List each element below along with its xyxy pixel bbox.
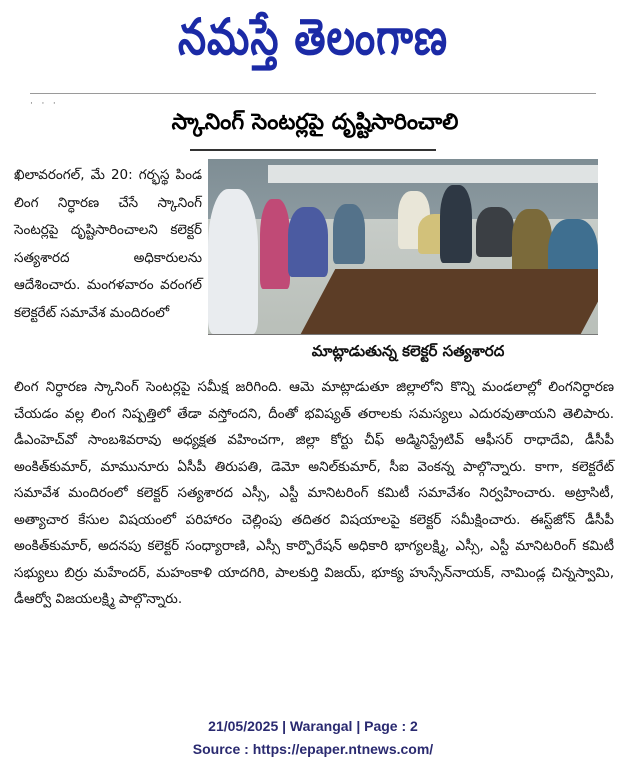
edition-info: 21/05/2025 | Warangal | Page : 2 xyxy=(208,718,418,734)
photo-caption: మాట్లాడుతున్న కలెక్టర్ సత్యశారద xyxy=(311,342,505,360)
person-figure xyxy=(260,199,290,289)
article-headline: స్కానింగ్ సెంటర్లపై దృష్టిసారించాలి xyxy=(171,110,459,135)
person-figure xyxy=(208,189,258,334)
meeting-photo xyxy=(208,159,598,334)
masthead xyxy=(0,0,626,88)
newspaper-logo: నమస్తే తెలంగాణ xyxy=(177,9,449,67)
banner xyxy=(268,165,598,183)
person-figure xyxy=(333,204,365,264)
article-body xyxy=(14,374,614,613)
dateline: ఖిలావరంగల్, మే 20: xyxy=(14,167,133,183)
article-lead-column xyxy=(14,162,202,327)
ornament: · · · xyxy=(30,99,56,109)
source-link[interactable]: Source : https://epaper.ntnews.com/ xyxy=(192,741,434,757)
headline-underline xyxy=(190,149,436,151)
footer xyxy=(0,715,626,761)
divider xyxy=(208,334,598,335)
divider xyxy=(30,93,596,94)
person-figure xyxy=(476,207,514,257)
body-text: లింగ నిర్ధారణ స్కానింగ్ సెంటర్లపై సమీక్ష జరిగింది. ఆమె మాట్లాడుతూ జిల్లాలోని కొన్ని మండలాల్లో లింగనిర్ధారణ చేయడం వల్ల లింగ నిష్పత్తిలో తేడా వస్తోందని, దీంతో భవిష్యత్ తరాలకు సమస్యలు ఎదురవుతాయని తెలిపారు. డీఎంహెచ్‌వో సాంబశివరావు అధ్యక్షత వహించగా, జిల్లా కోర్టు చీఫ్ అడ్మినిస్ట్రేటివ్ ఆఫీసర్ రాధాదేవి, డీసీపీ అంకిత్‌కుమార్, మామునూరు ఏసీపీ తిరుపతి, డెమో అనిల్‌కుమార్, సీఐ వెంకన్న పాల్గొన్నారు. కాగా, కలెక్టరేట్ సమావేశ మందిరంలో కలెక్టర్ సత్యశారద ఎస్సీ, ఎస్టీ మానిటరింగ్ కమిటీ సమావేశం నిర్వహించారు. అట్రాసిటీ, అత్యాచార కేసుల విషయంలో పరిహారం చెల్లింపు తదితర విషయాలపై కలెక్టర్ సమీక్షించారు. ఈస్ట్‌జోన్ డీసీపీ అంకిత్‌కుమార్, అదనపు కలెక్టర్ సంధ్యారాణి, ఎస్సీ కార్పొరేషన్ అధికారి భాగ్యలక్ష్మి, ఎస్సీ, ఎస్టీ మానిటరింగ్ కమిటీ సభ్యులు బిర్రు మహేందర్, మహంకాళి యాదగిరి, పాలకుర్తి విజయ్, భూక్య హుస్సేన్‌నాయక్, నామిండ్ల చిన్నస్వామి, డీఆర్వో విజయలక్ష్మి పాల్గొన్నారు. xyxy=(14,379,614,607)
conference-table xyxy=(301,269,598,334)
person-figure xyxy=(440,185,472,263)
lead-text: గర్భస్థ పిండ లింగ నిర్ధారణ చేసే స్కానింగ్ సెంటర్లపై దృష్టిసారించాలని కలెక్టర్ సత్యశారద అధికారులను ఆదేశించారు. మంగళవారం వరంగల్ కలెక్టరేట్ సమావేశ మందిరంలో xyxy=(14,167,202,321)
person-figure xyxy=(288,207,328,277)
